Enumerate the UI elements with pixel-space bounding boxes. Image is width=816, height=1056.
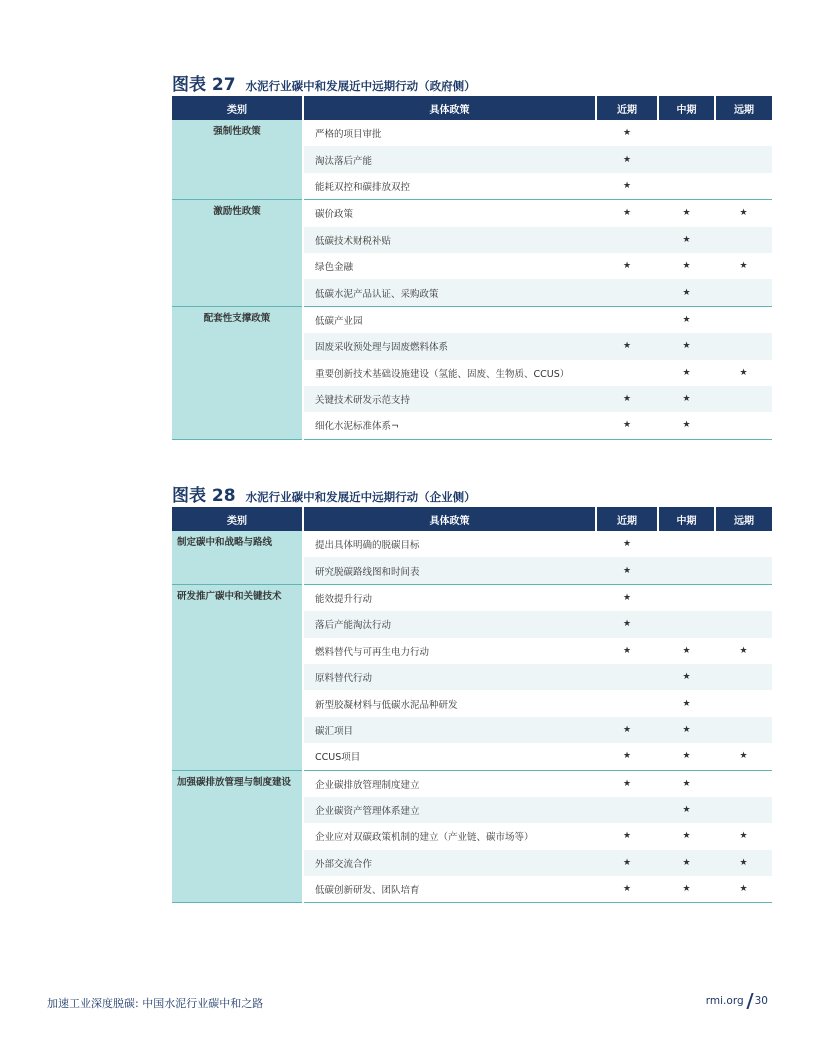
header-mid-term: 中期 <box>658 96 715 120</box>
policy-cell: 提出具体明确的脱碳目标 <box>315 540 420 552</box>
near-term-star-cell: ★ <box>622 261 632 272</box>
long-term-star-cell: ★ <box>739 367 748 378</box>
table-row <box>172 531 772 557</box>
near-term-star-cell: ★ <box>622 128 632 139</box>
figure-28-number: 图表 28 <box>172 486 236 506</box>
long-term-star-cell <box>715 306 772 333</box>
mid-term-star-cell <box>658 611 715 637</box>
mid-term-star-cell <box>658 146 715 172</box>
mid-term-star-cell: ★ <box>682 645 691 656</box>
near-term-star-cell: ★ <box>622 208 632 219</box>
policy-cell: 企业应对双碳政策机制的建立（产业链、碳市场等） <box>315 832 534 844</box>
policy-cell: 原料替代行动 <box>303 664 596 690</box>
policy-cell: 绿色金融 <box>315 262 354 274</box>
near-term-star-cell: ★ <box>622 645 632 656</box>
long-term-star-cell: ★ <box>715 850 772 876</box>
policy-cell: 能耗双控和碳排放双控 <box>303 173 596 200</box>
long-term-star-cell <box>715 386 772 412</box>
near-term-star-cell <box>596 664 658 690</box>
header-long-term: 远期 <box>715 96 772 120</box>
mid-term-star-cell <box>658 557 715 584</box>
slash-divider <box>746 993 753 1009</box>
near-term-star-cell <box>596 306 658 333</box>
policy-cell: 低碳产业园 <box>315 315 363 327</box>
mid-term-star-cell: ★ <box>682 208 691 219</box>
policy-cell: 重要创新技术基础设施建设（氢能、固废、生物质、CCUS） <box>315 368 570 380</box>
figure-27-number: 图表 27 <box>172 75 236 95</box>
near-term-star-cell: ★ <box>596 850 658 876</box>
figure-28 <box>172 481 772 903</box>
header-policy: 具体政策 <box>303 507 596 531</box>
table-27 <box>172 96 772 440</box>
header-near-term: 近期 <box>596 507 658 531</box>
mid-term-star-cell: ★ <box>658 717 715 743</box>
category-cell: 配套性支撑政策 <box>172 306 303 439</box>
mid-term-star-cell: ★ <box>658 797 715 823</box>
policy-cell: 淘汰落后产能 <box>303 146 596 172</box>
long-term-star-cell <box>715 664 772 690</box>
header-long-term: 远期 <box>715 507 772 531</box>
near-term-star-cell: ★ <box>596 611 658 637</box>
table-28 <box>172 507 772 903</box>
near-term-star-cell: ★ <box>596 876 658 903</box>
near-term-star-cell: ★ <box>622 778 632 789</box>
long-term-star-cell <box>715 227 772 253</box>
header-category: 类别 <box>172 96 303 120</box>
header-policy: 具体政策 <box>303 96 596 120</box>
mid-term-star-cell: ★ <box>658 876 715 903</box>
policy-cell: CCUS项目 <box>303 743 596 770</box>
long-term-star-cell <box>715 120 772 146</box>
mid-term-star-cell: ★ <box>658 850 715 876</box>
mid-term-star-cell: ★ <box>658 227 715 253</box>
policy-cell: 落后产能淘汰行动 <box>303 611 596 637</box>
mid-term-star-cell: ★ <box>682 314 691 325</box>
long-term-star-cell <box>715 146 772 172</box>
table-row <box>172 584 772 611</box>
mid-term-star-cell <box>658 531 715 557</box>
near-term-star-cell: ★ <box>596 333 658 359</box>
near-term-star-cell: ★ <box>596 412 658 439</box>
long-term-star-cell: ★ <box>739 831 748 842</box>
mid-term-star-cell: ★ <box>658 279 715 306</box>
header-category: 类别 <box>172 507 303 531</box>
mid-term-star-cell: ★ <box>658 412 715 439</box>
mid-term-star-cell: ★ <box>658 664 715 690</box>
category-cell: 制定碳中和战略与路线 <box>172 531 303 584</box>
policy-cell: 严格的项目审批 <box>315 129 382 141</box>
policy-cell: 研究脱碳路线图和时间表 <box>303 557 596 584</box>
near-term-star-cell <box>596 227 658 253</box>
near-term-star-cell: ★ <box>596 557 658 584</box>
category-cell: 激励性政策 <box>172 200 303 307</box>
mid-term-star-cell <box>658 173 715 200</box>
mid-term-star-cell: ★ <box>682 778 691 789</box>
near-term-star-cell <box>596 279 658 306</box>
mid-term-star-cell <box>658 584 715 611</box>
policy-cell: 低碳水泥产品认证、采购政策 <box>303 279 596 306</box>
policy-cell: 企业碳资产管理体系建立 <box>303 797 596 823</box>
near-term-star-cell <box>596 360 658 386</box>
policy-cell: 企业碳排放管理制度建立 <box>315 779 420 791</box>
mid-term-star-cell: ★ <box>658 386 715 412</box>
long-term-star-cell <box>715 557 772 584</box>
header-mid-term: 中期 <box>658 507 715 531</box>
footer-page-info <box>706 993 768 1009</box>
near-term-star-cell: ★ <box>622 831 632 842</box>
policy-cell: 关键技术研发示范支持 <box>303 386 596 412</box>
mid-term-star-cell: ★ <box>658 333 715 359</box>
long-term-star-cell <box>715 770 772 797</box>
long-term-star-cell: ★ <box>715 743 772 770</box>
policy-cell: 外部交流合作 <box>303 850 596 876</box>
policy-cell: 固废采收预处理与固废燃料体系 <box>303 333 596 359</box>
mid-term-star-cell: ★ <box>682 261 691 272</box>
near-term-star-cell: ★ <box>622 592 632 603</box>
long-term-star-cell <box>715 531 772 557</box>
page-number: 30 <box>754 995 768 1007</box>
table-row <box>172 306 772 333</box>
long-term-star-cell <box>715 690 772 716</box>
long-term-star-cell <box>715 412 772 439</box>
policy-cell: 新型胶凝材料与低碳水泥品种研发 <box>315 699 458 711</box>
mid-term-star-cell: ★ <box>682 831 691 842</box>
category-cell: 强制性政策 <box>172 120 303 200</box>
near-term-star-cell: ★ <box>596 717 658 743</box>
mid-term-star-cell: ★ <box>682 698 691 709</box>
figure-27-title <box>172 70 772 96</box>
table-header-row <box>172 507 772 531</box>
near-term-star-cell: ★ <box>596 386 658 412</box>
policy-cell: 碳价政策 <box>315 209 354 221</box>
near-term-star-cell: ★ <box>596 743 658 770</box>
long-term-star-cell: ★ <box>739 645 748 656</box>
long-term-star-cell <box>715 611 772 637</box>
category-cell: 研发推广碳中和关键技术 <box>172 584 303 770</box>
figure-28-caption: 水泥行业碳中和发展近中远期行动（企业侧） <box>245 490 476 504</box>
long-term-star-cell: ★ <box>715 876 772 903</box>
policy-cell: 低碳技术财税补贴 <box>303 227 596 253</box>
footer-site: rmi.org <box>705 995 744 1007</box>
mid-term-star-cell: ★ <box>658 743 715 770</box>
policy-cell: 燃料替代与可再生电力行动 <box>315 646 430 658</box>
policy-cell: 碳汇项目 <box>303 717 596 743</box>
long-term-star-cell <box>715 333 772 359</box>
mid-term-star-cell: ★ <box>682 367 691 378</box>
long-term-star-cell: ★ <box>739 261 748 272</box>
policy-cell: 能效提升行动 <box>315 593 373 605</box>
footer-report-title: 加速工业深度脱碳: 中国水泥行业碳中和之路 <box>47 997 264 1010</box>
near-term-star-cell: ★ <box>622 539 632 550</box>
table-header-row <box>172 96 772 120</box>
near-term-star-cell <box>596 797 658 823</box>
table-row <box>172 770 772 797</box>
policy-cell: 低碳创新研发、团队培育 <box>303 876 596 903</box>
near-term-star-cell <box>596 690 658 716</box>
long-term-star-cell <box>715 173 772 200</box>
near-term-star-cell: ★ <box>596 146 658 172</box>
table-row <box>172 200 772 227</box>
header-near-term: 近期 <box>596 96 658 120</box>
figure-28-title <box>172 481 772 507</box>
figure-27 <box>172 70 772 440</box>
long-term-star-cell <box>715 717 772 743</box>
category-cell: 加强碳排放管理与制度建设 <box>172 770 303 903</box>
policy-cell: 细化水泥标准体系¬ <box>303 412 596 439</box>
figure-27-caption: 水泥行业碳中和发展近中远期行动（政府侧） <box>245 79 476 93</box>
long-term-star-cell <box>715 584 772 611</box>
long-term-star-cell <box>715 279 772 306</box>
long-term-star-cell <box>715 797 772 823</box>
table-row <box>172 120 772 146</box>
mid-term-star-cell <box>658 120 715 146</box>
long-term-star-cell: ★ <box>739 208 748 219</box>
near-term-star-cell: ★ <box>596 173 658 200</box>
